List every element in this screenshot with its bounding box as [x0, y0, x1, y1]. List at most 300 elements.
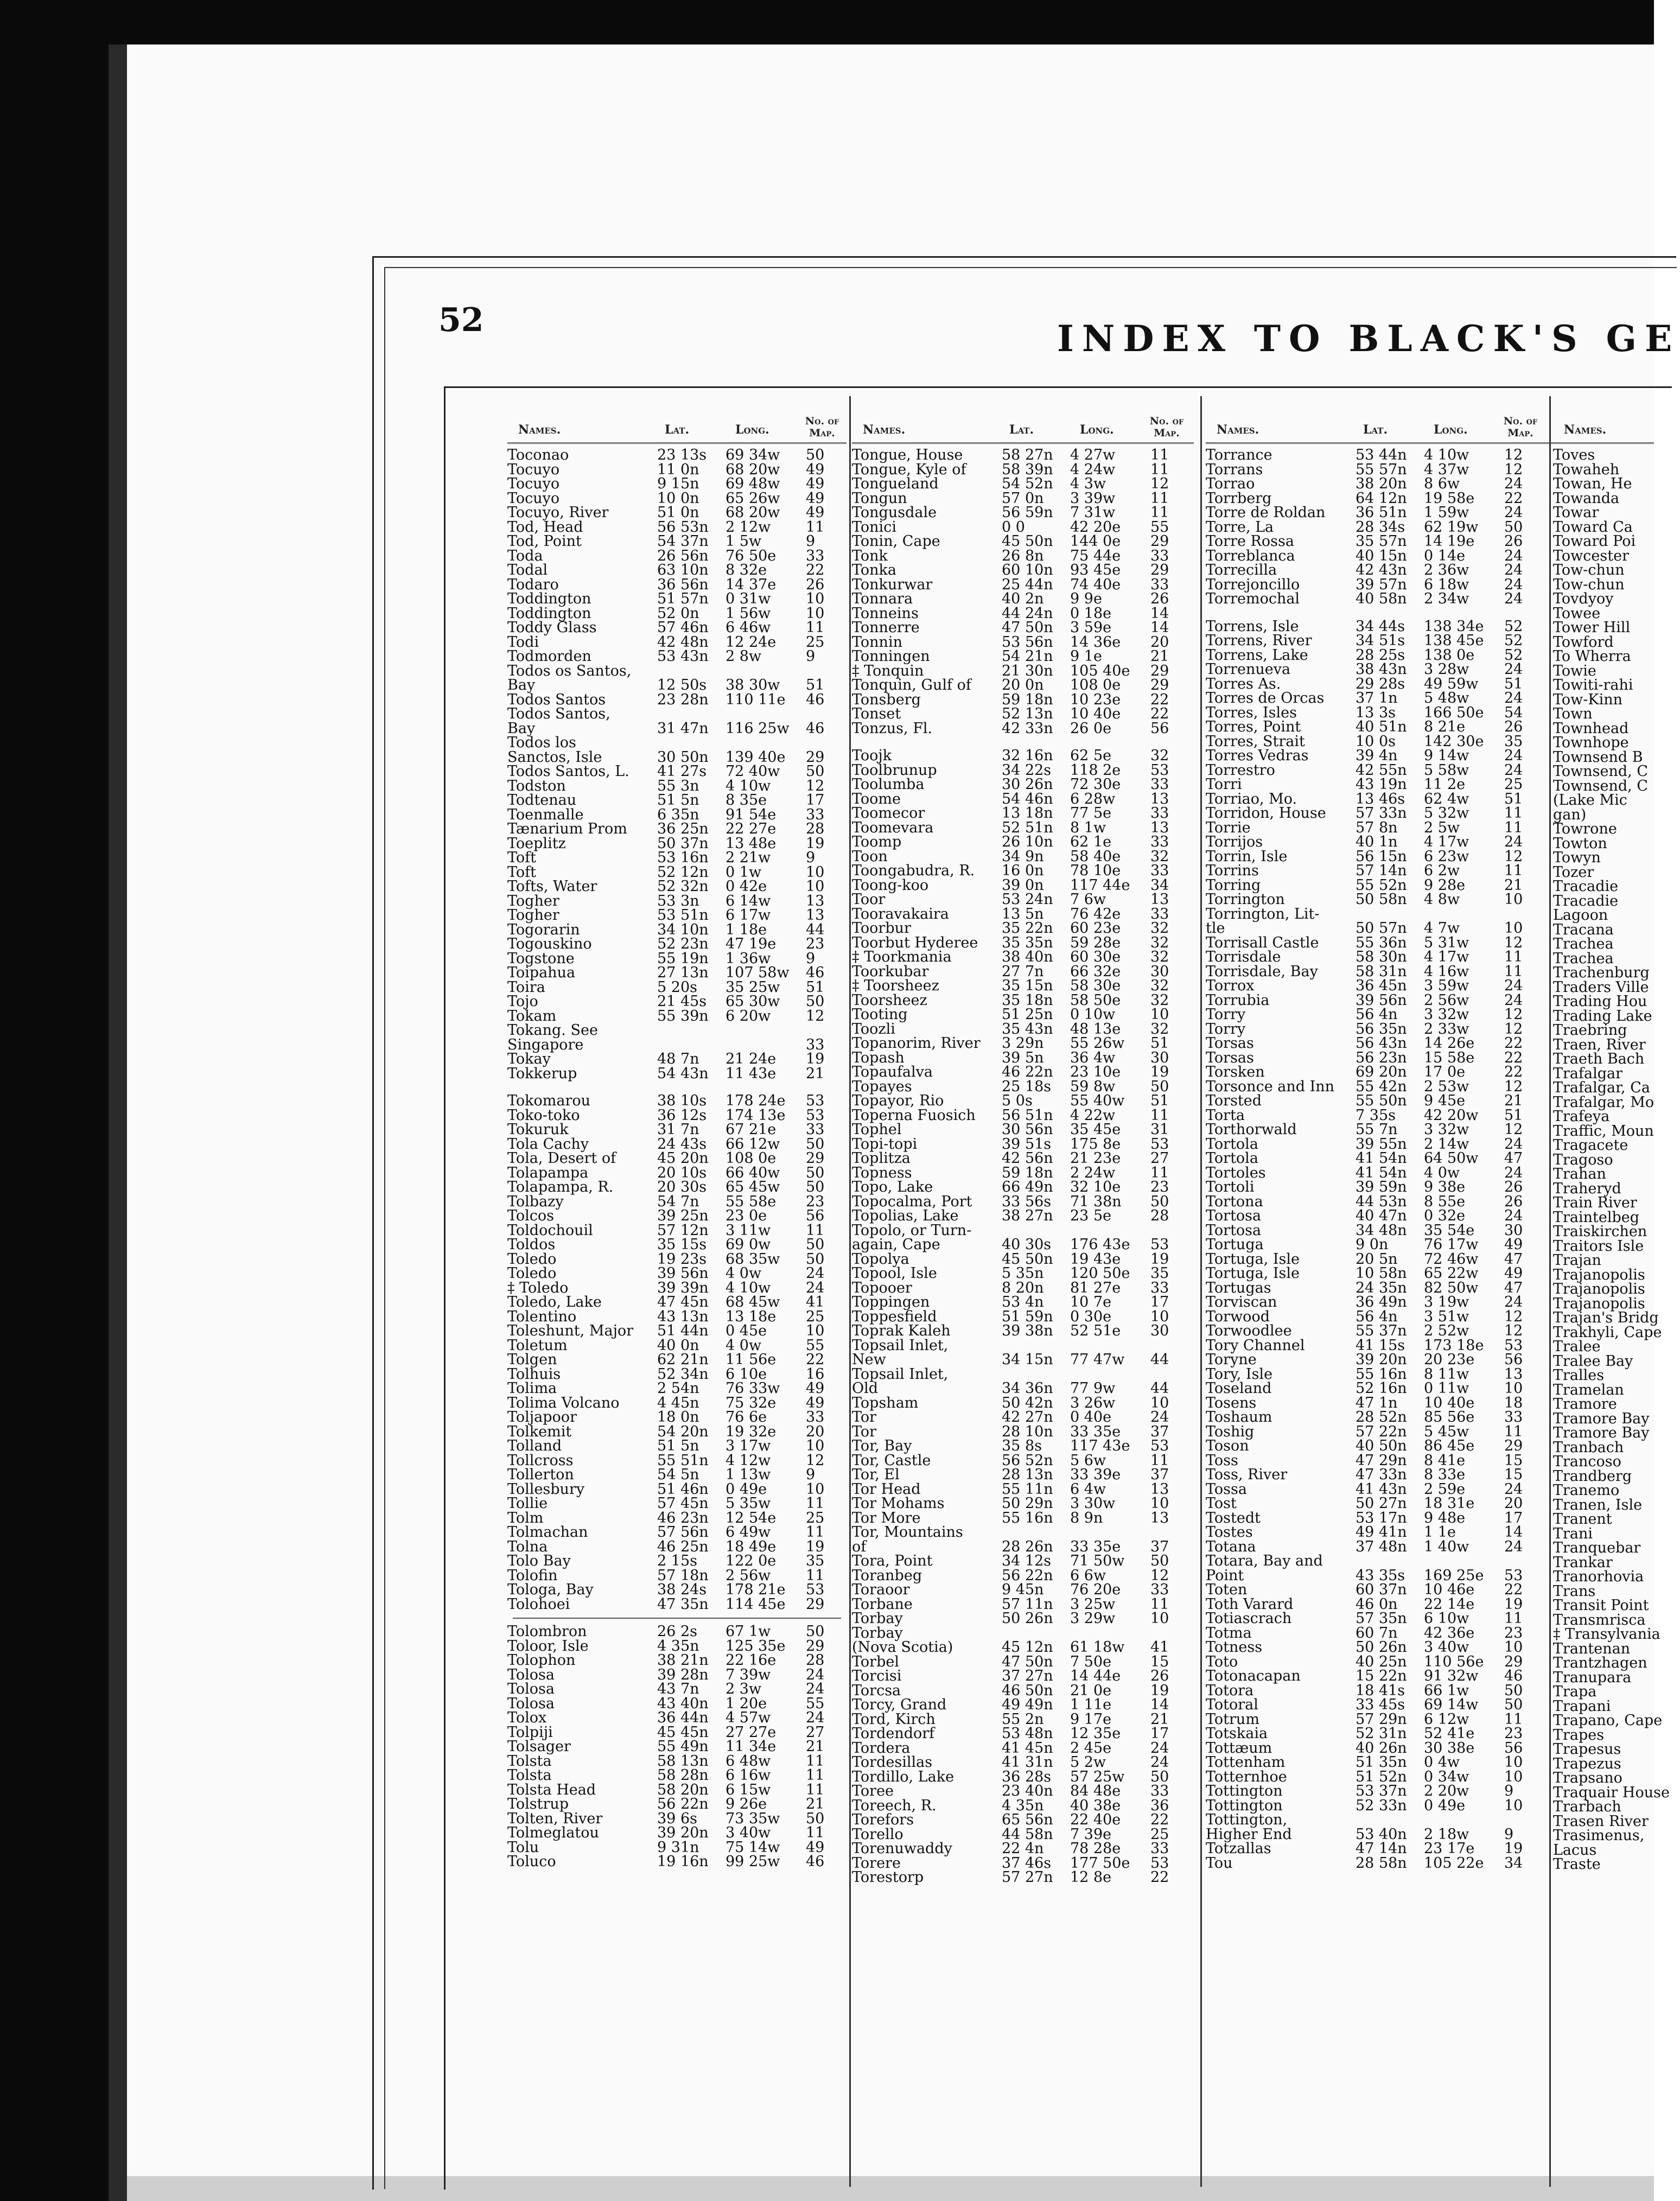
index-entry	[1206, 1324, 1553, 1339]
entry-name: Torreblanca	[1206, 547, 1295, 564]
entry-long: 8 33e	[1424, 1466, 1466, 1483]
entry-name: Tora, Point	[852, 1553, 933, 1569]
entry-long: 9 14w	[1424, 747, 1469, 764]
index-entry	[1206, 778, 1553, 792]
entry-long: 35 25w	[726, 978, 780, 996]
entry-map: 17	[1504, 1509, 1523, 1526]
entry-lat: 57 14n	[1356, 862, 1407, 879]
entry-name: Tonnerre	[852, 619, 920, 636]
entry-name: Trarbach	[1553, 1798, 1621, 1815]
entry-name: Tolosa	[507, 1666, 555, 1683]
entry-long: 52 41e	[1424, 1725, 1475, 1742]
index-entry	[507, 506, 847, 520]
index-entry	[852, 535, 1194, 549]
entry-name: Toten	[1206, 1581, 1248, 1598]
entry-long: 6 10e	[726, 1365, 767, 1383]
entry-long: 85 56e	[1424, 1409, 1475, 1426]
entry-map: 35	[806, 1553, 825, 1569]
entry-long: 6 17w	[726, 907, 771, 924]
entry-long: 60 23e	[1070, 920, 1121, 937]
entry-long: 4 3w	[1070, 475, 1106, 492]
index-entry	[1206, 893, 1553, 907]
entry-name: Traheryd	[1553, 1180, 1621, 1197]
entry-long: 2 56w	[726, 1567, 771, 1584]
scan-top-border	[0, 0, 1654, 44]
entry-map: 11	[806, 1567, 825, 1584]
entry-long: 75 14w	[726, 1839, 780, 1856]
entry-long: 6 6w	[1070, 1567, 1106, 1584]
entry-long: 14 37e	[726, 576, 777, 593]
entry-lat: 56 43n	[1356, 1035, 1407, 1052]
entry-long: 125 35e	[726, 1637, 786, 1655]
entry-name: Tolsta	[507, 1767, 552, 1784]
entry-name: Tor Head	[852, 1480, 921, 1498]
entry-long: 2 56w	[1424, 991, 1469, 1009]
entry-map: 22	[1504, 1049, 1523, 1066]
entry-lat: 52 32n	[657, 878, 709, 895]
entry-name: Toipahua	[507, 964, 576, 981]
index-entry	[852, 1123, 1194, 1137]
entry-name: Towee	[1553, 605, 1601, 622]
entry-lat: 52 0n	[657, 605, 699, 622]
entry-name: Torridon, House	[1206, 805, 1326, 822]
entry-lat: 39 20n	[657, 1824, 709, 1841]
entry-lat: 35 15n	[1002, 977, 1053, 994]
entry-map: 11	[1150, 1106, 1169, 1124]
entry-lat: 40 51n	[1356, 718, 1407, 735]
entry-name: Tokkerup	[507, 1065, 577, 1082]
entry-map: 33	[1504, 1409, 1523, 1426]
entry-lat: 53 17n	[1356, 1509, 1407, 1526]
entry-map: 51	[806, 978, 825, 996]
index-entry	[852, 477, 1194, 492]
entry-name: Topooer	[852, 1279, 912, 1296]
entry-name: Tokay	[507, 1051, 551, 1067]
index-entry	[1553, 1282, 1654, 1297]
index-entry	[507, 1525, 847, 1540]
index-entry	[1206, 1856, 1553, 1871]
entry-lat: 56 59n	[1002, 504, 1053, 521]
entry-map: 13	[1150, 891, 1169, 908]
entry-lat: 24 43s	[657, 1135, 707, 1153]
entry-map: 23	[1150, 1179, 1169, 1195]
entry-long: 4 22w	[1070, 1106, 1116, 1124]
entry-map: 23	[1504, 1725, 1523, 1742]
entry-lat: 13 3s	[1356, 704, 1396, 721]
entry-map: 36	[1150, 1797, 1169, 1814]
entry-long: 55 26w	[1070, 1035, 1125, 1052]
index-entry	[1553, 1512, 1654, 1527]
entry-lat: 60 10n	[1002, 562, 1053, 578]
entry-lat: 38 24s	[657, 1581, 707, 1598]
entry-name: Toomp	[852, 834, 902, 850]
entry-name: Torrestro	[1206, 761, 1275, 779]
entry-map: 24	[1504, 761, 1523, 779]
entry-lat: 34 15n	[1002, 1351, 1053, 1368]
entry-long: 122 0e	[726, 1553, 777, 1569]
index-entry	[1206, 1152, 1553, 1166]
entry-long: 2 5w	[1424, 819, 1460, 836]
entry-long: 4 24w	[1070, 461, 1116, 478]
entry-lat: 43 35s	[1356, 1567, 1405, 1584]
index-entry	[1206, 1295, 1553, 1310]
entry-long: 42 20e	[1070, 518, 1121, 536]
index-entry	[1206, 448, 1553, 463]
entry-long: 78 10e	[1070, 862, 1121, 879]
entry-map: 11	[1150, 504, 1169, 521]
entry-map: 51	[1504, 790, 1523, 807]
entry-map: 33	[1150, 862, 1169, 879]
entry-map: 50	[1504, 1682, 1523, 1699]
entry-name: Tramelan	[1553, 1381, 1624, 1398]
entry-long: 2 8w	[726, 648, 762, 665]
entry-map: 24	[806, 1265, 825, 1282]
entry-name: Totana	[1206, 1538, 1256, 1555]
entry-lat: 35 57n	[1356, 533, 1407, 550]
entry-long: 3 11w	[726, 1222, 771, 1239]
entry-long: 4 10w	[726, 1279, 771, 1296]
entry-lat: 4 45n	[657, 1394, 699, 1411]
index-entry	[507, 650, 847, 664]
entry-lat: 45 45n	[657, 1723, 709, 1741]
entry-name: Tortuga, Isle	[1206, 1250, 1300, 1268]
entry-map: 24	[1504, 1207, 1523, 1224]
entry-map: 10	[1504, 1768, 1523, 1785]
entry-lat: 52 31n	[1356, 1725, 1407, 1742]
entry-map: 47	[1504, 1150, 1523, 1167]
entry-long: 107 58w	[726, 964, 790, 981]
entry-lat: 53 3n	[657, 892, 699, 909]
entry-long: 72 46w	[1424, 1250, 1479, 1268]
entry-name: Traebring	[1553, 1022, 1627, 1039]
entry-lat: 11 0n	[657, 461, 699, 478]
index-entry	[1206, 1554, 1553, 1569]
entry-name: Todos Santos,	[507, 705, 610, 722]
entry-name: Tongun	[852, 489, 907, 507]
entry-lat: 54 20n	[657, 1423, 709, 1440]
entry-lat: 31 47n	[657, 720, 709, 737]
entry-name: Tonzus, Fl.	[852, 720, 933, 737]
entry-name: Toward Poi	[1553, 533, 1636, 550]
entry-name: Trafalgar, Ca	[1553, 1079, 1650, 1096]
entry-name: Tolpiji	[507, 1723, 553, 1741]
entry-name: Tolland	[507, 1437, 562, 1454]
index-entry	[852, 1152, 1194, 1166]
entry-name: Traeth Bach	[1553, 1051, 1645, 1067]
entry-name: Trafalgar, Mo	[1553, 1093, 1654, 1111]
entry-lat: 33 45s	[1356, 1696, 1405, 1713]
entry-lat: 8 20n	[1002, 1279, 1044, 1296]
entry-name: Torviscan	[1206, 1294, 1277, 1311]
entry-lat: 6 35n	[657, 806, 699, 823]
entry-map: 25	[806, 633, 825, 651]
entry-lat: 54 21n	[1002, 648, 1053, 665]
entry-name: Toves	[1553, 447, 1595, 463]
entry-lat: 18 0n	[657, 1409, 699, 1426]
entry-name: Tragoso	[1553, 1151, 1613, 1168]
entry-long: 8 35e	[726, 792, 767, 809]
entry-map: 11	[1504, 949, 1523, 965]
entry-name: Toome	[852, 790, 901, 807]
entry-long: 0 31w	[726, 590, 771, 607]
entry-map: 9	[806, 648, 816, 665]
index-entry	[852, 707, 1194, 722]
entry-map: 52	[1504, 646, 1523, 664]
entry-map: 24	[1504, 590, 1523, 607]
entry-map: 24	[1504, 1135, 1523, 1153]
entry-lat: 55 3n	[657, 777, 699, 794]
entry-lat: 28 26n	[1002, 1538, 1053, 1555]
entry-map: 35	[1150, 1265, 1169, 1282]
entry-long: 2 14w	[1424, 1135, 1469, 1153]
index-entry	[852, 893, 1194, 907]
entry-lat: 40 25n	[1356, 1653, 1407, 1670]
entry-long: 18 49e	[726, 1538, 777, 1555]
entry-name: Tortuga, Isle	[1206, 1265, 1300, 1282]
page-title: INDEX TO BLACK'S GE	[1057, 317, 1680, 360]
index-entry	[507, 1267, 847, 1281]
entry-name: Torta	[1206, 1106, 1245, 1124]
entry-name: Towar	[1553, 504, 1599, 521]
index-entry	[507, 477, 847, 492]
entry-name: Toomevara	[852, 819, 934, 836]
entry-name: Toperna Fuosich	[852, 1106, 976, 1124]
entry-name: ‡ Toorkmania	[852, 949, 952, 965]
entry-long: 9 48e	[1424, 1509, 1466, 1526]
entry-name: Tonset	[852, 705, 901, 722]
index-entry	[1553, 1254, 1654, 1268]
index-entry	[1206, 1784, 1553, 1799]
entry-lat: 55 2n	[1002, 1710, 1044, 1728]
entry-lat: 54 52n	[1002, 475, 1053, 492]
entry-map: 50	[806, 1250, 825, 1268]
entry-lat: 51 46n	[657, 1480, 709, 1498]
entry-lat: 57 18n	[657, 1567, 709, 1584]
index-entry	[1553, 995, 1654, 1009]
entry-map: 24	[1504, 1480, 1523, 1498]
entry-map: 33	[1150, 834, 1169, 850]
entry-lat: 20 10s	[657, 1164, 707, 1181]
entry-lat: 56 52n	[1002, 1452, 1053, 1469]
entry-map: 49	[806, 1839, 825, 1856]
entry-name: Toorbur	[852, 920, 911, 937]
entry-map: 50	[1504, 1696, 1523, 1713]
entry-long: 76 6e	[726, 1409, 767, 1426]
entry-name: Togher	[507, 892, 559, 909]
entry-map: 46	[806, 720, 825, 737]
index-entry	[507, 1238, 847, 1252]
index-entry	[1553, 448, 1654, 463]
entry-lat: 41 15s	[1356, 1337, 1405, 1354]
entry-name: Trafalgar	[1553, 1065, 1623, 1082]
entry-lat: 55 19n	[657, 950, 709, 967]
entry-map: 9	[806, 849, 816, 866]
entry-map: 55	[806, 1695, 825, 1712]
entry-lat: 38 20n	[1356, 475, 1407, 492]
entry-long: 8 21e	[1424, 718, 1466, 735]
entry-long: 176 43e	[1070, 1236, 1130, 1253]
entry-map: 28	[1150, 1207, 1169, 1224]
entry-long: 27 27e	[726, 1723, 777, 1741]
entry-name: Tolosa	[507, 1695, 555, 1712]
entry-lat: 38 21n	[657, 1652, 709, 1669]
entry-name: Tolofin	[507, 1567, 558, 1584]
entry-name: Transmrisca	[1553, 1611, 1646, 1629]
entry-lat: 51 0n	[657, 504, 699, 521]
entry-name: Tologa, Bay	[507, 1581, 594, 1598]
entry-name: Torsted	[1206, 1092, 1262, 1109]
entry-name: Tor	[852, 1409, 877, 1426]
entry-lat: 34 36n	[1002, 1380, 1053, 1397]
entry-map: 29	[806, 1150, 825, 1167]
entry-lat: 39 57n	[1356, 576, 1407, 593]
entry-map: 29	[806, 1637, 825, 1655]
entry-name: Tortuga	[1206, 1236, 1264, 1253]
index-entry	[1206, 1525, 1553, 1540]
entry-lat: 28 34s	[1356, 518, 1405, 536]
entry-lat: 52 13n	[1002, 705, 1053, 722]
entry-name: Topness	[852, 1164, 912, 1181]
entry-lat: 52 23n	[657, 936, 709, 952]
entry-lat: 18 41s	[1356, 1682, 1405, 1699]
entry-map: 12	[1504, 1020, 1523, 1038]
entry-map: 47	[1504, 1279, 1523, 1296]
entry-long: 11 43e	[726, 1065, 777, 1082]
entry-map: 23	[1504, 1624, 1523, 1642]
entry-map: 11	[806, 1524, 825, 1541]
entry-lat: 25 44n	[1002, 576, 1053, 593]
header-lat: Lat.	[1363, 423, 1388, 437]
entry-name: Tramore	[1553, 1396, 1617, 1413]
entry-name: ‡ Toledo	[507, 1279, 569, 1296]
entry-long: 4 57w	[726, 1709, 771, 1726]
entry-long: 72 30e	[1070, 776, 1121, 793]
entry-name: Tracadie	[1553, 878, 1619, 895]
index-entry	[1553, 1052, 1654, 1067]
index-entry	[852, 448, 1194, 463]
index-entry	[507, 1180, 847, 1195]
index-column-1	[507, 404, 847, 1869]
entry-map: 32	[1150, 747, 1169, 764]
entry-name: Townsend, C	[1553, 777, 1648, 794]
entry-name: Todos os Santos,	[507, 662, 632, 679]
entry-name: Torrie	[1206, 819, 1251, 836]
entry-map: 33	[1150, 905, 1169, 923]
entry-lat: 38 43n	[1356, 661, 1407, 678]
entry-long: 19 43e	[1070, 1250, 1121, 1268]
entry-map: 10	[1150, 1006, 1169, 1023]
entry-lat: 52 33n	[1356, 1797, 1407, 1814]
entry-lat: 39 56n	[657, 1265, 709, 1282]
entry-map: 50	[1150, 1078, 1169, 1095]
entry-long: 114 45e	[726, 1595, 786, 1613]
entry-lat: 53 24n	[1002, 891, 1053, 908]
entry-name: Tollerton	[507, 1466, 574, 1483]
entry-name: Trandberg	[1553, 1467, 1632, 1485]
entry-name: Totternhoe	[1206, 1768, 1287, 1785]
entry-name: Toongabudra, R.	[852, 862, 975, 879]
entry-name: Torriao, Mo.	[1206, 790, 1297, 807]
index-entry	[1206, 663, 1553, 677]
entry-lat: 58 20n	[657, 1781, 709, 1798]
entry-lat: 41 27s	[657, 763, 707, 780]
entry-map: 29	[1150, 677, 1169, 694]
entry-name: Tolapampa	[507, 1164, 589, 1181]
index-entry	[1553, 1455, 1654, 1470]
entry-name: Torrao	[1206, 475, 1255, 492]
entry-lat: 51 25n	[1002, 1006, 1053, 1023]
entry-long: 2 52w	[1424, 1322, 1469, 1339]
entry-name: Tralles	[1553, 1367, 1605, 1384]
entry-lat: 20 5n	[1356, 1250, 1398, 1268]
index-entry	[507, 707, 847, 722]
entry-long: 2 20w	[1424, 1783, 1469, 1799]
entry-long: 174 13e	[726, 1106, 786, 1124]
entry-name: tle	[1206, 920, 1225, 937]
entry-map: 56	[806, 1207, 825, 1224]
entry-long: 105 40e	[1070, 662, 1130, 679]
index-entry	[1553, 1138, 1654, 1153]
index-entry	[852, 1267, 1194, 1281]
entry-name: Traiskirchen	[1553, 1223, 1647, 1240]
entry-map: 49	[806, 504, 825, 521]
entry-long: 2 34w	[1424, 590, 1469, 607]
entry-name: Toconao	[507, 447, 569, 463]
entry-lat: 39 51s	[1002, 1135, 1052, 1153]
entry-name: Todi	[507, 633, 539, 651]
entry-name: Tongue, House	[852, 447, 963, 463]
entry-lat: 57 12n	[657, 1222, 709, 1239]
entry-long: 0 30e	[1070, 1308, 1112, 1325]
entry-lat: 47 1n	[1356, 1394, 1398, 1411]
entry-lat: 46 22n	[1002, 1064, 1053, 1080]
entry-map: 26	[1504, 1193, 1523, 1210]
entry-lat: 66 49n	[1002, 1179, 1053, 1195]
entry-name: Tor, Bay	[852, 1437, 912, 1454]
entry-map: 44	[1150, 1380, 1169, 1397]
entry-name: Tolu	[507, 1839, 539, 1856]
entry-long: 47 19e	[726, 936, 777, 952]
entry-name: Trajan	[1553, 1252, 1601, 1269]
entry-map: 21	[806, 1738, 825, 1755]
entry-name: Tolo Bay	[507, 1553, 571, 1569]
entry-long: 14 44e	[1070, 1668, 1121, 1684]
index-entry	[507, 1769, 847, 1783]
entry-name: Tortoli	[1206, 1179, 1255, 1195]
entry-name: Tottington	[1206, 1783, 1283, 1799]
entry-lat: 50 26n	[1002, 1610, 1053, 1627]
entry-name: Topanorim, River	[852, 1035, 981, 1052]
entry-long: 13 48e	[726, 835, 777, 852]
entry-name: Tonka	[852, 562, 897, 578]
entry-name: Torrejoncillo	[1206, 576, 1300, 593]
entry-map: 44	[1150, 1351, 1169, 1368]
entry-long: 21 24e	[726, 1051, 777, 1067]
entry-name: Topash	[852, 1049, 905, 1066]
entry-long: 8 41e	[1424, 1452, 1466, 1469]
index-entry	[1553, 966, 1654, 981]
entry-lat: 58 27n	[1002, 447, 1053, 463]
entry-name: New	[852, 1351, 886, 1368]
entry-lat: 69 20n	[1356, 1064, 1407, 1080]
entry-lat: 40 0n	[657, 1337, 699, 1354]
header-names: Names.	[1217, 423, 1259, 437]
index-entry	[1553, 707, 1654, 722]
entry-name: Tralee Bay	[1553, 1352, 1633, 1370]
entry-name: Tonnin	[852, 633, 902, 651]
entry-map: 34	[1150, 876, 1169, 894]
index-entry	[507, 822, 847, 837]
